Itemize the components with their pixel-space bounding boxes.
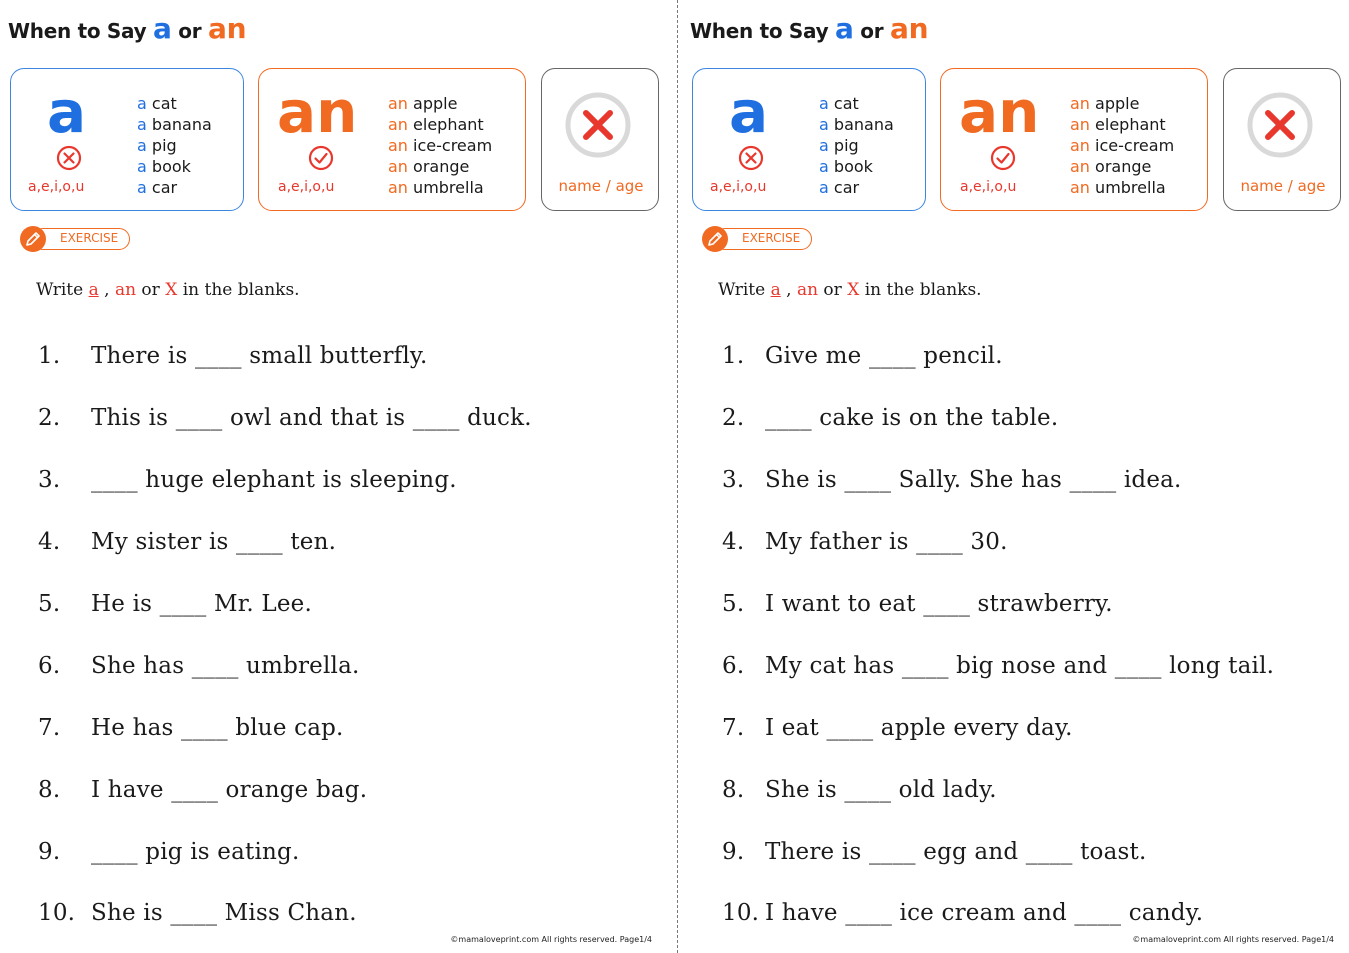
example-article: a xyxy=(819,115,829,134)
instruction-text: Write a , an or X in the blanks. xyxy=(36,280,300,300)
question-text: My father is ____ 30. xyxy=(765,529,1008,555)
example-article: a xyxy=(819,94,829,113)
example-word: elephant xyxy=(413,115,484,134)
question-text: I have ____ ice cream and ____ candy. xyxy=(765,900,1204,926)
question-number: 1. xyxy=(38,343,61,369)
question-number: 9. xyxy=(38,839,61,865)
question-text: My sister is ____ ten. xyxy=(91,529,337,555)
example-article: an xyxy=(388,115,408,134)
question-number: 7. xyxy=(38,715,61,741)
question-text: My cat has ____ big nose and ____ long tail. xyxy=(765,653,1275,679)
example-item xyxy=(819,177,894,198)
example-item xyxy=(388,135,492,156)
example-word: cat xyxy=(151,94,177,113)
x-circle-icon xyxy=(564,91,632,159)
example-word: cat xyxy=(833,94,859,113)
example-item xyxy=(137,114,212,135)
example-article: an xyxy=(388,136,408,155)
question-number: 7. xyxy=(722,715,745,741)
question-text: ____ huge elephant is sleeping. xyxy=(91,467,457,493)
example-article: an xyxy=(388,157,408,176)
example-article: an xyxy=(388,94,408,113)
example-article: an xyxy=(1070,115,1090,134)
example-article: a xyxy=(137,94,147,113)
question-text: I have ____ orange bag. xyxy=(91,777,368,803)
vowels-text: a,e,i,o,u xyxy=(710,179,767,195)
example-article: an xyxy=(1070,136,1090,155)
worksheet-right xyxy=(682,0,1349,953)
vowels-text: a,e,i,o,u xyxy=(28,179,85,195)
example-item xyxy=(137,156,212,177)
examples-list-a xyxy=(819,93,894,198)
question-text: There is ____ small butterfly. xyxy=(91,343,428,369)
exercise-badge xyxy=(20,226,130,252)
question-number: 6. xyxy=(38,653,61,679)
example-article: an xyxy=(1070,157,1090,176)
example-word: ice-cream xyxy=(1095,136,1175,155)
example-word: orange xyxy=(1095,157,1152,176)
example-article: an xyxy=(388,178,408,197)
question-number: 1. xyxy=(722,343,745,369)
example-item xyxy=(137,135,212,156)
question-text: This is ____ owl and that is ____ duck. xyxy=(91,405,532,431)
question-number: 2. xyxy=(38,405,61,431)
question-text: ____ cake is on the table. xyxy=(765,405,1059,431)
question-number: 2. xyxy=(722,405,745,431)
exercise-badge xyxy=(702,226,812,252)
example-item xyxy=(388,114,492,135)
question-number: 8. xyxy=(722,777,745,803)
example-item xyxy=(1070,114,1174,135)
circle-x-icon xyxy=(56,145,82,171)
copyright-footer: ©mamaloveprint.com All rights reserved. Page1/4 xyxy=(450,935,652,944)
example-word: car xyxy=(833,178,860,197)
rule-card-a xyxy=(692,68,926,211)
example-item xyxy=(388,177,492,198)
pencil-icon xyxy=(24,230,42,248)
example-article: a xyxy=(137,115,147,134)
example-word: umbrella xyxy=(1095,178,1166,197)
worksheet-left xyxy=(0,0,672,953)
example-word: elephant xyxy=(1095,115,1166,134)
question-text: He has ____ blue cap. xyxy=(91,715,344,741)
question-text: Give me ____ pencil. xyxy=(765,343,1003,369)
copyright-footer: ©mamaloveprint.com All rights reserved. Page1/4 xyxy=(1132,935,1334,944)
big-letter-a: a xyxy=(47,78,87,146)
example-article: a xyxy=(819,136,829,155)
example-article: an xyxy=(1070,94,1090,113)
circle-x-icon xyxy=(738,145,764,171)
example-item xyxy=(1070,135,1174,156)
question-number: 9. xyxy=(722,839,745,865)
question-number: 5. xyxy=(38,591,61,617)
example-word: orange xyxy=(413,157,470,176)
example-item xyxy=(819,135,894,156)
question-text: She is ____ old lady. xyxy=(765,777,997,803)
rule-card-an xyxy=(940,68,1208,211)
example-article: a xyxy=(137,157,147,176)
question-text: There is ____ egg and ____ toast. xyxy=(765,839,1147,865)
example-word: pig xyxy=(833,136,859,155)
examples-list-a xyxy=(137,93,212,198)
question-text: ____ pig is eating. xyxy=(91,839,300,865)
example-word: pig xyxy=(151,136,177,155)
example-item xyxy=(819,93,894,114)
question-number: 3. xyxy=(722,467,745,493)
name-age-label: name / age xyxy=(1240,177,1326,195)
question-text: I want to eat ____ strawberry. xyxy=(765,591,1113,617)
x-circle-icon xyxy=(1246,91,1314,159)
exercise-circle xyxy=(702,226,728,252)
example-item xyxy=(819,114,894,135)
example-article: a xyxy=(819,178,829,197)
big-letter-an: an xyxy=(959,78,1040,146)
example-article: a xyxy=(819,157,829,176)
rule-card-no-article xyxy=(1223,68,1341,211)
question-text: She is ____ Miss Chan. xyxy=(91,900,357,926)
question-number: 10. xyxy=(38,900,76,926)
example-item xyxy=(388,156,492,177)
exercise-label: EXERCISE xyxy=(742,231,801,245)
example-article: a xyxy=(137,136,147,155)
example-word: ice-cream xyxy=(413,136,493,155)
example-word: apple xyxy=(1095,94,1140,113)
example-word: banana xyxy=(151,115,212,134)
example-word: umbrella xyxy=(413,178,484,197)
example-word: banana xyxy=(833,115,894,134)
question-text: He is ____ Mr. Lee. xyxy=(91,591,313,617)
question-text: She has ____ umbrella. xyxy=(91,653,360,679)
instruction-text: Write a , an or X in the blanks. xyxy=(718,280,982,300)
example-item xyxy=(1070,156,1174,177)
big-letter-a: a xyxy=(729,78,769,146)
vowels-text: a,e,i,o,u xyxy=(278,179,335,195)
example-article: an xyxy=(1070,178,1090,197)
big-letter-an: an xyxy=(277,78,358,146)
question-text: She is ____ Sally. She has ____ idea. xyxy=(765,467,1182,493)
question-number: 8. xyxy=(38,777,61,803)
example-article: a xyxy=(137,178,147,197)
example-word: car xyxy=(151,178,178,197)
question-number: 4. xyxy=(722,529,745,555)
example-item xyxy=(1070,177,1174,198)
exercise-circle xyxy=(20,226,46,252)
example-word: book xyxy=(833,157,873,176)
rule-card-an xyxy=(258,68,526,211)
question-number: 4. xyxy=(38,529,61,555)
question-number: 6. xyxy=(722,653,745,679)
example-item xyxy=(388,93,492,114)
question-number: 5. xyxy=(722,591,745,617)
example-item xyxy=(819,156,894,177)
name-age-label: name / age xyxy=(558,177,644,195)
worksheet-title: When to Say a or an xyxy=(8,12,247,45)
exercise-label: EXERCISE xyxy=(60,231,119,245)
example-word: apple xyxy=(413,94,458,113)
examples-list-an xyxy=(1070,93,1174,198)
example-word: book xyxy=(151,157,191,176)
rule-card-no-article xyxy=(541,68,659,211)
circle-check-icon xyxy=(990,145,1016,171)
question-text: I eat ____ apple every day. xyxy=(765,715,1073,741)
vowels-text: a,e,i,o,u xyxy=(960,179,1017,195)
example-item xyxy=(137,177,212,198)
example-item xyxy=(137,93,212,114)
worksheet-title: When to Say a or an xyxy=(690,12,929,45)
page-divider xyxy=(677,0,678,953)
pencil-icon xyxy=(706,230,724,248)
example-item xyxy=(1070,93,1174,114)
circle-check-icon xyxy=(308,145,334,171)
question-number: 10. xyxy=(722,900,760,926)
examples-list-an xyxy=(388,93,492,198)
question-number: 3. xyxy=(38,467,61,493)
rule-card-a xyxy=(10,68,244,211)
